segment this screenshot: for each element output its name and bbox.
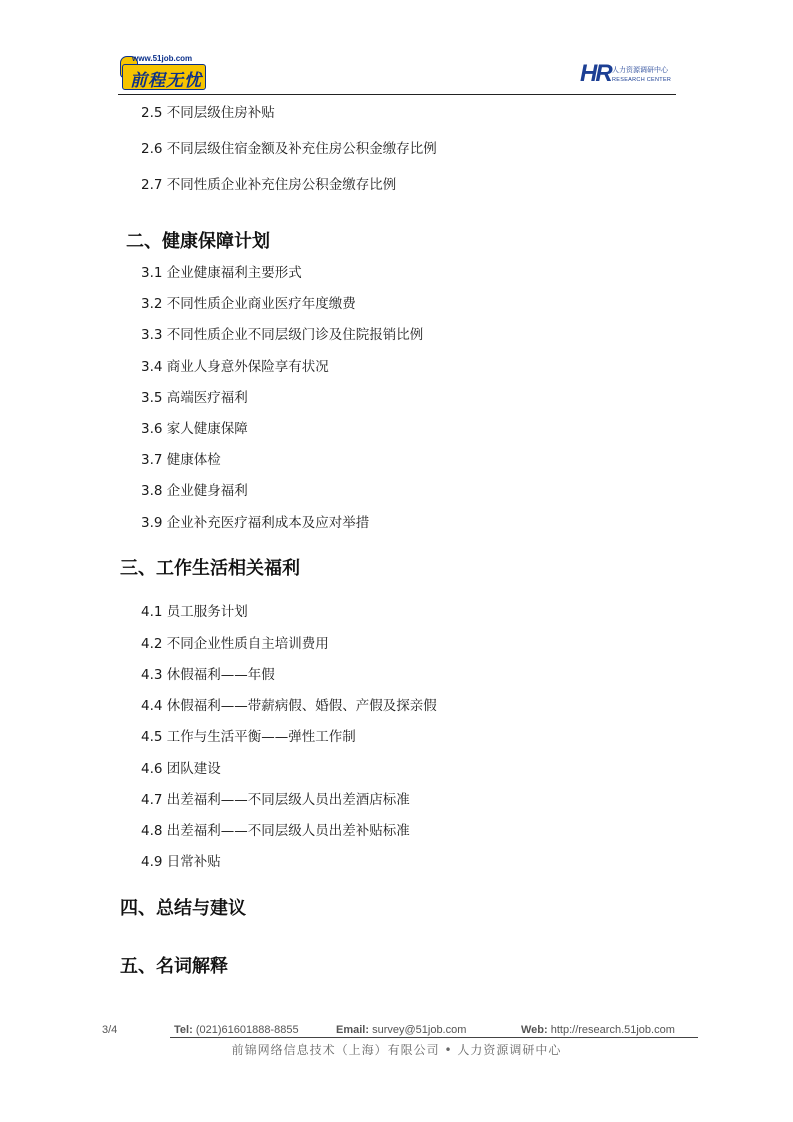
web-label: Web: xyxy=(521,1024,548,1036)
toc-item: 3.8 企业健身福利 xyxy=(141,483,248,499)
footer-company: 前锦网络信息技术（上海）有限公司 • 人力资源调研中心 xyxy=(231,1043,562,1057)
toc-item: 3.5 高端医疗福利 xyxy=(141,390,248,406)
51job-logo xyxy=(118,54,206,92)
toc-item: 3.6 家人健康保障 xyxy=(141,421,248,437)
toc-item: 4.7 出差福利——不同层级人员出差酒店标准 xyxy=(141,792,410,808)
toc-item: 4.8 出差福利——不同层级人员出差补贴标准 xyxy=(141,823,410,839)
toc-item: 3.7 健康体检 xyxy=(141,452,221,468)
toc-item: 3.1 企业健康福利主要形式 xyxy=(141,265,302,281)
footer-tel xyxy=(174,1024,299,1036)
email-value: survey@51job.com xyxy=(372,1024,467,1036)
toc-item: 4.1 员工服务计划 xyxy=(141,604,248,620)
hr-mark: HR xyxy=(580,60,611,87)
footer-web xyxy=(521,1024,675,1036)
toc-item: 2.5 不同层级住房补贴 xyxy=(141,105,275,121)
toc-item: 4.2 不同企业性质自主培训费用 xyxy=(141,636,329,652)
section-heading-health: 二、健康保障计划 xyxy=(126,231,270,252)
logo-url: www.51job.com xyxy=(132,54,193,63)
hr-research-center-logo xyxy=(580,62,680,90)
tel-label: Tel: xyxy=(174,1024,193,1036)
section-heading-glossary: 五、名词解释 xyxy=(120,956,228,977)
toc-item: 4.9 日常补贴 xyxy=(141,854,221,870)
toc-item: 4.6 团队建设 xyxy=(141,761,221,777)
toc-item: 3.9 企业补充医疗福利成本及应对举措 xyxy=(141,515,370,531)
logo-brand: 前程无忧 xyxy=(130,71,202,91)
tel-value: (021)61601888-8855 xyxy=(195,1024,299,1036)
toc-item: 3.4 商业人身意外保险享有状况 xyxy=(141,359,329,375)
email-label: Email: xyxy=(336,1024,370,1036)
section-heading-work-life: 三、工作生活相关福利 xyxy=(120,558,300,579)
toc-item: 3.2 不同性质企业商业医疗年度缴费 xyxy=(141,296,356,312)
toc-item: 4.5 工作与生活平衡——弹性工作制 xyxy=(141,729,356,745)
web-value: http://research.51job.com xyxy=(550,1024,675,1036)
toc-item: 4.3 休假福利——年假 xyxy=(141,667,275,683)
hr-logo-en: RESEARCH CENTER xyxy=(612,77,672,83)
footer-divider xyxy=(170,1037,698,1038)
footer-email xyxy=(336,1024,466,1036)
hr-logo-cn: 人力资源调研中心 xyxy=(612,66,668,74)
section-heading-summary: 四、总结与建议 xyxy=(120,898,246,919)
page-number: 3/4 xyxy=(102,1024,118,1036)
toc-item: 2.6 不同层级住宿金额及补充住房公积金缴存比例 xyxy=(141,141,437,157)
toc-item: 3.3 不同性质企业不同层级门诊及住院报销比例 xyxy=(141,327,424,343)
toc-item: 2.7 不同性质企业补充住房公积金缴存比例 xyxy=(141,177,397,193)
toc-item: 4.4 休假福利——带薪病假、婚假、产假及探亲假 xyxy=(141,698,437,714)
header-divider xyxy=(118,94,676,95)
